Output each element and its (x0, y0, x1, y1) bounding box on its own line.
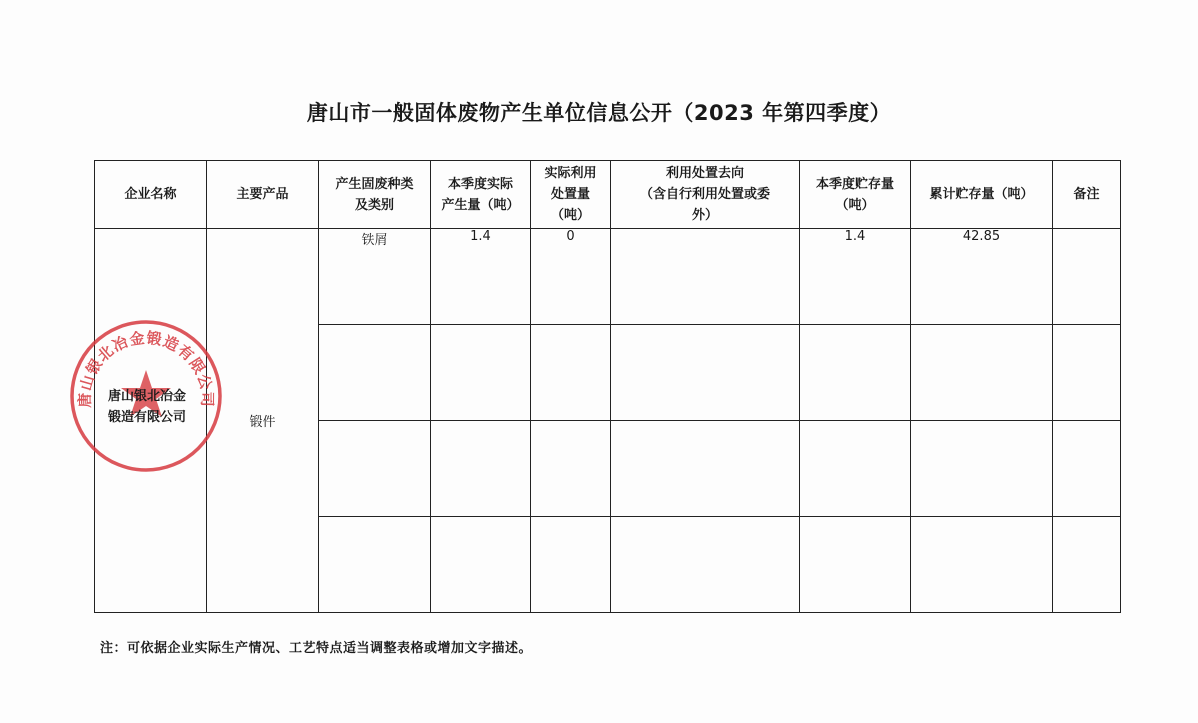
header-company-name: 企业名称 (95, 161, 207, 229)
svg-text:唐山银北冶金锻造有限公司: 唐山银北冶金锻造有限公司 (75, 328, 217, 408)
header-destination: 利用处置去向 （含自行利用处置或委 外） (611, 161, 800, 229)
utilized-disposed-cell: 0 (531, 229, 611, 325)
waste-type-cell (319, 517, 431, 613)
quarter-generated-cell (431, 421, 531, 517)
footnote: 注：可依据企业实际生产情况、工艺特点适当调整表格或增加文字描述。 (100, 641, 533, 656)
utilized-disposed-cell (531, 421, 611, 517)
destination-cell (611, 325, 800, 421)
header-utilized-disposed: 实际利用 处置量 （吨） (531, 161, 611, 229)
header-cumulative-storage: 累计贮存量（吨） (911, 161, 1053, 229)
waste-type-cell (319, 421, 431, 517)
header-main-product: 主要产品 (207, 161, 319, 229)
remarks-cell (1053, 229, 1121, 325)
quarter-generated-cell: 1.4 (431, 229, 531, 325)
waste-disclosure-table (94, 160, 1121, 613)
quarter-generated-cell (431, 325, 531, 421)
quarter-storage-cell (800, 517, 911, 613)
utilized-disposed-cell (531, 325, 611, 421)
remarks-cell (1053, 325, 1121, 421)
quarter-storage-cell: 1.4 (800, 229, 911, 325)
header-waste-type: 产生固废种类 及类别 (319, 161, 431, 229)
destination-cell (611, 517, 800, 613)
destination-cell (611, 229, 800, 325)
cumulative-storage-cell (911, 325, 1053, 421)
page-title: 唐山市一般固体废物产生单位信息公开（2023 年第四季度） (306, 101, 892, 125)
table-row (95, 229, 1121, 325)
destination-cell (611, 421, 800, 517)
remarks-cell (1053, 421, 1121, 517)
quarter-storage-cell (800, 421, 911, 517)
waste-type-cell: 铁屑 (319, 229, 431, 325)
company-name-text: 唐山银北冶金 锻造有限公司 (108, 389, 187, 425)
cumulative-storage-cell (911, 421, 1053, 517)
main-product-cell: 锻件 (207, 229, 319, 613)
waste-type-cell (319, 325, 431, 421)
header-remarks: 备注 (1053, 161, 1121, 229)
header-quarter-storage: 本季度贮存量 （吨） (800, 161, 911, 229)
quarter-generated-cell (431, 517, 531, 613)
utilized-disposed-cell (531, 517, 611, 613)
cumulative-storage-cell (911, 517, 1053, 613)
table-header-row (95, 161, 1121, 229)
remarks-cell (1053, 517, 1121, 613)
header-quarter-generated: 本季度实际 产生量（吨） (431, 161, 531, 229)
cumulative-storage-cell: 42.85 (911, 229, 1053, 325)
quarter-storage-cell (800, 325, 911, 421)
